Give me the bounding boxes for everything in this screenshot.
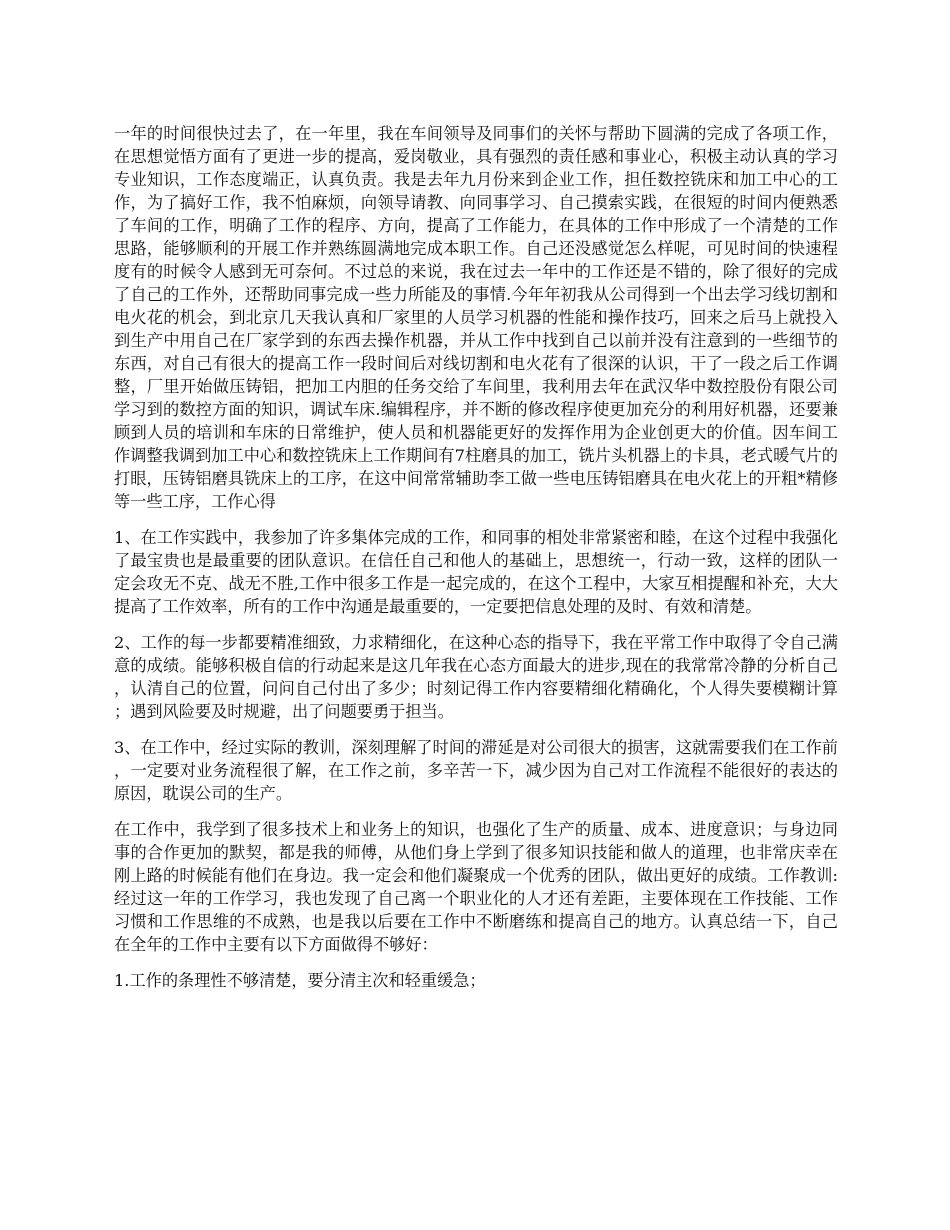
paragraph-point-2: 2、工作的每一步都要精准细致，力求精细化，在这种心态的指导下，我在平常工作中取得了令自己满意的成绩。能够积极自信的行动起来是这几年我在心态方面最大的进步,现在的我常常冷静的分析自己，认清自己的位置，问问自己付出了多少；时刻记得工作内容要精细化精确化，个人得失要模糊计算；遇到风险要及时规避，出了问题要勇于担当。: [114, 633, 838, 721]
paragraph-intro: 一年的时间很快过去了，在一年里，我在车间领导及同事们的关怀与帮助下圆满的完成了各项工作，在思想觉悟方面有了更进一步的提高，爱岗敬业，具有强烈的责任感和事业心，积极主动认真的学习专业知识，工作态度端正，认真负责。我是去年九月份来到企业工作，担任数控铣床和加工中心的工作，为了搞好工作，我不怕麻烦，向领导请教、向同事学习、自己摸索实践，在很短的时间内便熟悉了车间的工作，明确了工作的程序、方向，提高了工作能力，在具体的工作中形成了一个清楚的工作思路，能够顺利的开展工作并熟练圆满地完成本职工作。自己还没感觉怎么样呢，可见时间的快速程度有的时候令人感到无可奈何。不过总的来说，我在过去一年中的工作还是不错的，除了很好的完成了自己的工作外，还帮助同事完成一些力所能及的事情.今年年初我从公司得到一个出去学习线切割和电火花的机会，到北京几天我认真和厂家里的人员学习机器的性能和操作技巧，回来之后马上就投入到生产中用自己在厂家学到的东西去操作机器，并从工作中找到自己以前并没有注意到的一些细节的东西，对自己有很大的提高工作一段时间后对线切割和电火花有了很深的认识，干了一段之后工作调整，厂里开始做压铸铝，把加工内胆的任务交给了车间里，我利用去年在武汉华中数控股份有限公司学习到的数控方面的知识，调试车床.编辑程序，并不断的修改程序使更加充分的利用好机器，还要兼顾到人员的培训和车床的日常维护，使人员和机器能更好的发挥作用为企业创更大的价值。因车间工作调整我调到加工中心和数控铣床上工作期间有7柱磨具的加工，铣片头机器上的卡具，老式暖气片的打眼，压铸铝磨具铣床上的工序，在这中间常常辅助李工做一些电压铸铝磨具在电火花上的开粗*精修等一些工序，工作心得: [114, 124, 838, 511]
paragraph-point-1: 1、在工作实践中，我参加了许多集体完成的工作，和同事的相处非常紧密和睦，在这个过程中我强化了最宝贵也是最重要的团队意识。在信任自己和他人的基础上，思想统一，行动一致，这样的团队一定会攻无不克、战无不胜,工作中很多工作是一起完成的，在这个工程中，大家互相提醒和补充，大大提高了工作效率，所有的工作中沟通是最重要的，一定要把信息处理的及时、有效和清楚。: [114, 528, 838, 616]
paragraph-shortcoming-1: 1.工作的条理性不够清楚，要分清主次和轻重缓急；: [114, 971, 486, 990]
paragraph-summary: 在工作中，我学到了很多技术上和业务上的知识，也强化了生产的质量、成本、进度意识；与身边同事的合作更加的默契，都是我的师傅，从他们身上学到了很多知识技能和做人的道理，也非常庆幸在刚上路的时候能有他们在身边。我一定会和他们凝聚成一个优秀的团队，做出更好的成绩。工作教训:经过这一年的工作学习，我也发现了自己离一个职业化的人才还有差距，主要体现在工作技能、工作习惯和工作思维的不成熟，也是我以后要在工作中不断磨练和提高自己的地方。认真总结一下，自己在全年的工作中主要有以下方面做得不够好：: [114, 820, 838, 954]
paragraph-point-3: 3、在工作中，经过实际的教训，深刻理解了时间的滞延是对公司很大的损害，这就需要我们在工作前，一定要对业务流程很了解，在工作之前，多辛苦一下，减少因为自己对工作流程不能很好的表达的原因，耽误公司的生产。: [114, 738, 838, 803]
document-body: [114, 122, 838, 992]
